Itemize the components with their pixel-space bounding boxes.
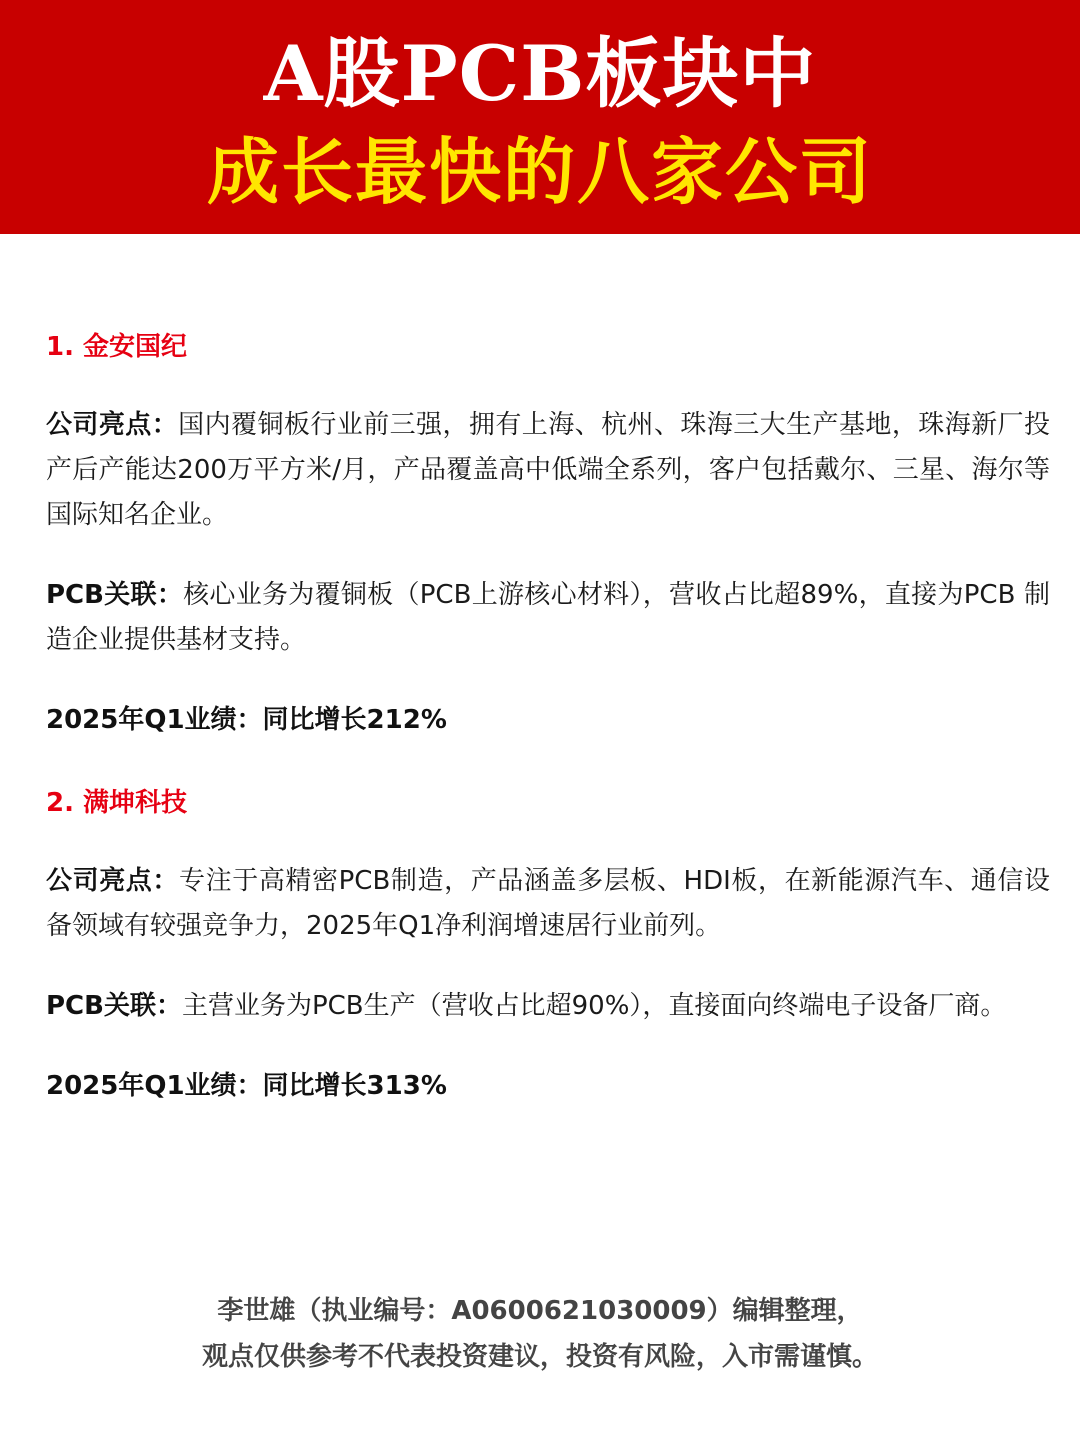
highlight-label: 公司亮点： <box>46 410 179 440</box>
pcb-text: 核心业务为覆铜板（PCB上游核心材料），营收占比超89%，直接为PCB 制造企业提供基材支持。 <box>46 580 1050 655</box>
pcb-relation <box>46 573 1050 663</box>
highlight-text: 国内覆铜板行业前三强，拥有上海、杭州、珠海三大生产基地，珠海新厂投产后产能达200万平方米/月，产品覆盖高中低端全系列，客户包括戴尔、三星、海尔等国际知名企业。 <box>46 410 1050 530</box>
performance-line: 2025年Q1业绩：同比增长212% <box>46 705 447 735</box>
header-banner <box>0 0 1080 234</box>
pcb-label: PCB关联： <box>46 991 182 1021</box>
company-section-2 <box>46 780 1050 1109</box>
company-highlight <box>46 859 1050 949</box>
company-title: 2. 满坤科技 <box>46 788 188 818</box>
disclaimer-footer <box>0 1288 1080 1380</box>
footer-line-2: 观点仅供参考不代表投资建议，投资有风险，入市需谨慎。 <box>201 1342 878 1372</box>
highlight-text: 专注于高精密PCB制造，产品涵盖多层板、HDI板，在新能源汽车、通信设备领域有较强竞争力，2025年Q1净利润增速居行业前列。 <box>46 866 1050 941</box>
company-title: 1. 金安国纪 <box>46 332 188 362</box>
page-title: A股PCB板块中 <box>263 29 817 118</box>
highlight-label: 公司亮点： <box>46 866 180 896</box>
pcb-relation <box>46 984 1050 1029</box>
pcb-text: 主营业务为PCB生产（营收占比超90%），直接面向终端电子设备厂商。 <box>181 991 1007 1021</box>
footer-line-1: 李世雄（执业编号：A0600621030009）编辑整理， <box>217 1296 863 1326</box>
article-body <box>46 324 1050 1109</box>
pcb-label: PCB关联： <box>46 580 184 610</box>
company-section-1 <box>46 324 1050 743</box>
company-highlight <box>46 403 1050 538</box>
performance-line: 2025年Q1业绩：同比增长313% <box>46 1071 447 1101</box>
page-subtitle: 成长最快的八家公司 <box>206 129 873 214</box>
